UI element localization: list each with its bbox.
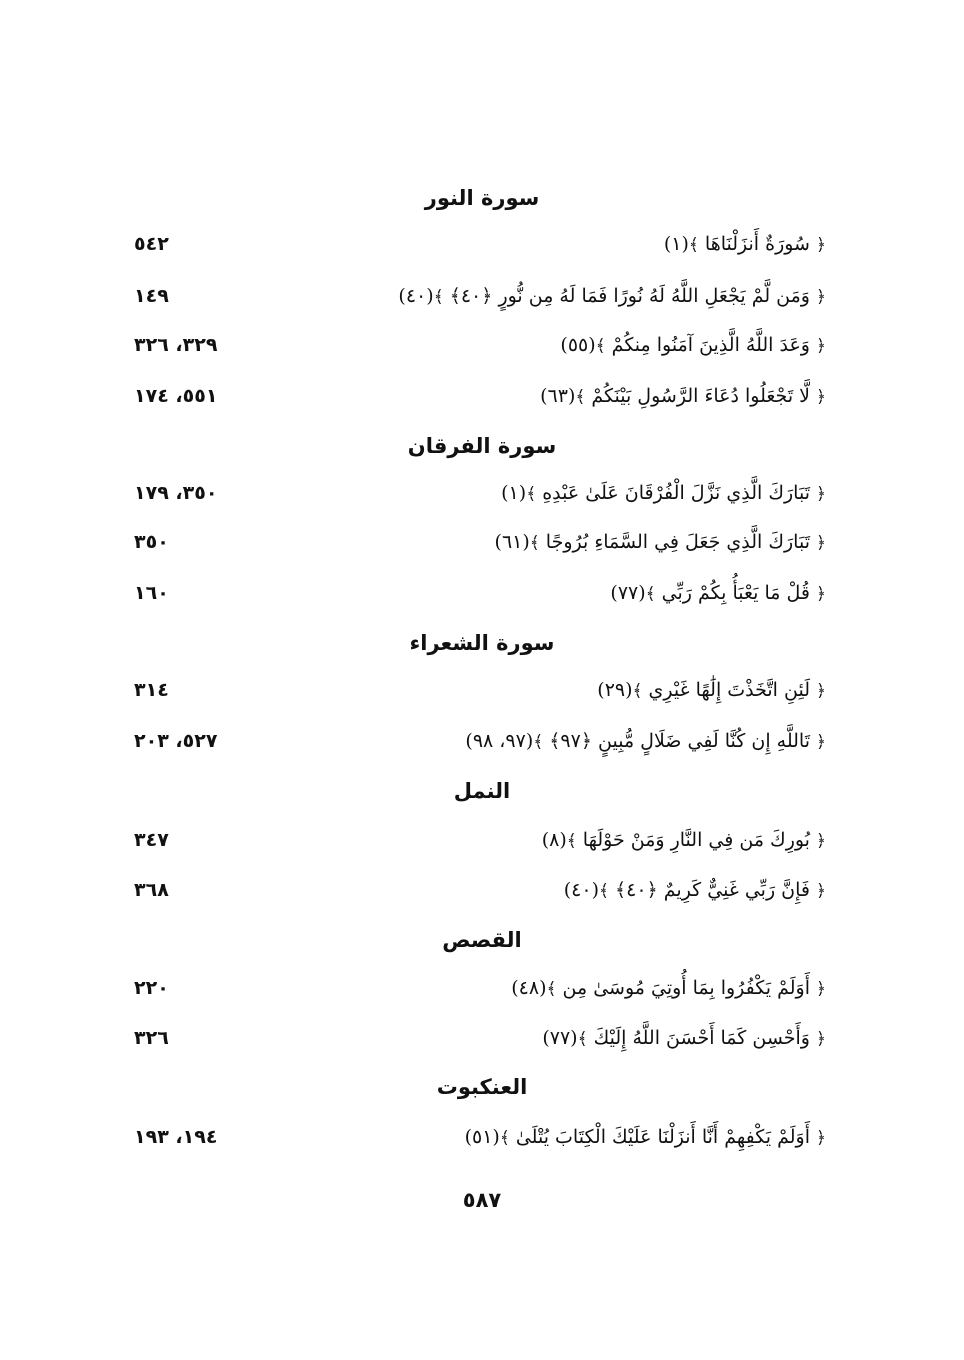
verse-number: (٧٧)	[542, 1027, 578, 1049]
ornament-open-bracket: ﴿	[816, 881, 826, 901]
ornament-close-bracket: ﴾	[499, 1128, 510, 1148]
page-references: ٣٢٦	[134, 1027, 169, 1049]
verse-text: لَّا تَجْعَلُوا دُعَاءَ الرَّسُولِ بَيْنَكُمْ	[591, 385, 810, 407]
verse-number: (٧٧)	[610, 582, 646, 604]
verse-text: أَوَلَمْ يَكْفِهِمْ أَنَّا أَنزَلْنَا عَلَيْكَ الْكِتَابَ يُتْلَىٰ	[515, 1126, 810, 1148]
ornament-open-bracket: ﴿	[816, 533, 826, 553]
index-entry	[0, 822, 964, 858]
page-references: ٥٤٢	[134, 233, 169, 255]
verse-quote	[664, 226, 826, 263]
verse-quote	[398, 278, 826, 315]
verse-text: وَمَن لَّمْ يَجْعَلِ اللَّهُ لَهُ نُورًا فَمَا لَهُ مِن نُّورٍ ﴿٤٠﴾	[449, 285, 810, 307]
ornament-open-bracket: ﴿	[816, 681, 826, 701]
ornament-open-bracket: ﴿	[816, 584, 826, 604]
verse-text: تَاللَّهِ إِن كُنَّا لَفِي ضَلَالٍ مُّبِينٍ ﴿٩٧﴾	[549, 730, 810, 752]
page-references: ٥٥١، ١٧٤	[134, 385, 218, 407]
index-entry	[0, 378, 964, 414]
index-entry	[0, 1020, 964, 1056]
ornament-close-bracket: ﴾	[433, 287, 444, 307]
verse-quote	[542, 822, 826, 859]
index-entry	[0, 723, 964, 759]
page-references: ٣٥٠، ١٧٩	[134, 482, 218, 504]
page-references: ٣٦٨	[134, 879, 169, 901]
verse-number: (٤٠)	[563, 879, 600, 901]
index-entry	[0, 672, 964, 708]
ornament-close-bracket: ﴾	[526, 484, 537, 504]
verse-text: لَئِنِ اتَّخَذْتَ إِلَٰهًا غَيْرِي	[648, 679, 810, 701]
verse-number: (٤٨)	[511, 977, 547, 999]
verse-quote	[511, 970, 826, 1007]
section-title-al-furqan: سورة الفرقان	[407, 434, 557, 458]
verse-text: تَبَارَكَ الَّذِي نَزَّلَ الْفُرْقَانَ عَلَىٰ عَبْدِهِ	[542, 482, 810, 504]
section-title-an-nur: سورة النور	[424, 186, 540, 210]
verse-text: فَإِنَّ رَبِّي غَنِيٌّ كَرِيمٌ ﴿٤٠﴾	[615, 879, 810, 901]
ornament-open-bracket: ﴿	[816, 235, 826, 255]
verse-text: سُورَةٌ أَنزَلْنَاهَا	[704, 233, 810, 255]
page-number: ٥٨٧	[462, 1188, 502, 1212]
verse-number: (٥١)	[464, 1126, 500, 1148]
verse-quote	[542, 1020, 826, 1057]
ornament-close-bracket: ﴾	[546, 979, 557, 999]
ornament-open-bracket: ﴿	[816, 979, 826, 999]
page-references: ١٤٩	[134, 285, 169, 307]
verse-text: تَبَارَكَ الَّذِي جَعَلَ فِي السَّمَاءِ بُرُوجًا	[545, 531, 810, 553]
ornament-open-bracket: ﴿	[816, 287, 826, 307]
section-title-al-ankabut: العنكبوت	[436, 1075, 528, 1099]
index-entry	[0, 278, 964, 314]
ornament-open-bracket: ﴿	[816, 336, 826, 356]
ornament-close-bracket: ﴾	[533, 732, 544, 752]
verse-quote	[610, 575, 826, 612]
ornament-open-bracket: ﴿	[816, 732, 826, 752]
index-entry	[0, 1119, 964, 1155]
verse-number: (١)	[501, 482, 527, 504]
verse-text: بُورِكَ مَن فِي النَّارِ وَمَنْ حَوْلَهَا	[582, 829, 810, 851]
ornament-close-bracket: ﴾	[575, 387, 586, 407]
verse-number: (٤٠)	[398, 285, 434, 307]
verse-quote	[564, 872, 826, 909]
ornament-close-bracket: ﴾	[529, 533, 540, 553]
page-references: ٣٢٩، ٣٢٦	[134, 334, 218, 356]
ornament-close-bracket: ﴾	[566, 831, 577, 851]
verse-text: قُلْ مَا يَعْبَأُ بِكُمْ رَبِّي	[661, 582, 810, 604]
section-title-al-qasas: القصص	[442, 928, 522, 952]
page-references: ٣٥٠	[134, 531, 169, 553]
verse-text: أَوَلَمْ يَكْفُرُوا بِمَا أُوتِيَ مُوسَىٰ مِن	[562, 977, 810, 999]
verse-number: (٩٧، ٩٨)	[465, 730, 534, 752]
ornament-open-bracket: ﴿	[816, 484, 826, 504]
ornament-open-bracket: ﴿	[816, 831, 826, 851]
verse-number: (٥٥)	[560, 334, 596, 356]
index-entry	[0, 575, 964, 611]
ornament-open-bracket: ﴿	[816, 387, 826, 407]
page-references: ٢٢٠	[134, 977, 169, 999]
verse-quote	[465, 1119, 826, 1156]
index-entry	[0, 327, 964, 363]
verse-quote	[495, 524, 826, 561]
page-references: ٥٢٧، ٢٠٣	[134, 730, 218, 752]
verse-number: (١)	[663, 233, 689, 255]
index-entry	[0, 475, 964, 511]
page-references: ٣١٤	[134, 679, 169, 701]
ornament-close-bracket: ﴾	[595, 336, 606, 356]
index-entry	[0, 872, 964, 908]
page-references: ١٦٠	[134, 582, 169, 604]
verse-quote	[540, 378, 826, 415]
verse-quote	[560, 327, 826, 364]
section-title-ash-shuara: سورة الشعراء	[409, 631, 555, 655]
index-entry	[0, 226, 964, 262]
verse-quote	[597, 672, 826, 709]
verse-number: (٢٩)	[597, 679, 633, 701]
ornament-close-bracket: ﴾	[688, 235, 699, 255]
ornament-close-bracket: ﴾	[645, 584, 656, 604]
verse-text: وَأَحْسِن كَمَا أَحْسَنَ اللَّهُ إِلَيْكَ	[593, 1027, 810, 1049]
index-entry	[0, 970, 964, 1006]
verse-number: (٨)	[541, 829, 567, 851]
section-title-an-naml: النمل	[453, 779, 511, 803]
ornament-close-bracket: ﴾	[632, 681, 643, 701]
ornament-open-bracket: ﴿	[816, 1029, 826, 1049]
ornament-close-bracket: ﴾	[577, 1029, 588, 1049]
page-references: ١٩٤، ١٩٣	[134, 1126, 218, 1148]
index-entry	[0, 524, 964, 560]
verse-quote	[465, 723, 826, 760]
ornament-open-bracket: ﴿	[816, 1128, 826, 1148]
verse-quote	[501, 475, 826, 512]
verse-number: (٦٣)	[540, 385, 576, 407]
verse-number: (٦١)	[494, 531, 530, 553]
verse-text: وَعَدَ اللَّهُ الَّذِينَ آمَنُوا مِنكُمْ	[611, 334, 810, 356]
page-references: ٣٤٧	[134, 829, 169, 851]
ornament-close-bracket: ﴾	[599, 881, 609, 901]
